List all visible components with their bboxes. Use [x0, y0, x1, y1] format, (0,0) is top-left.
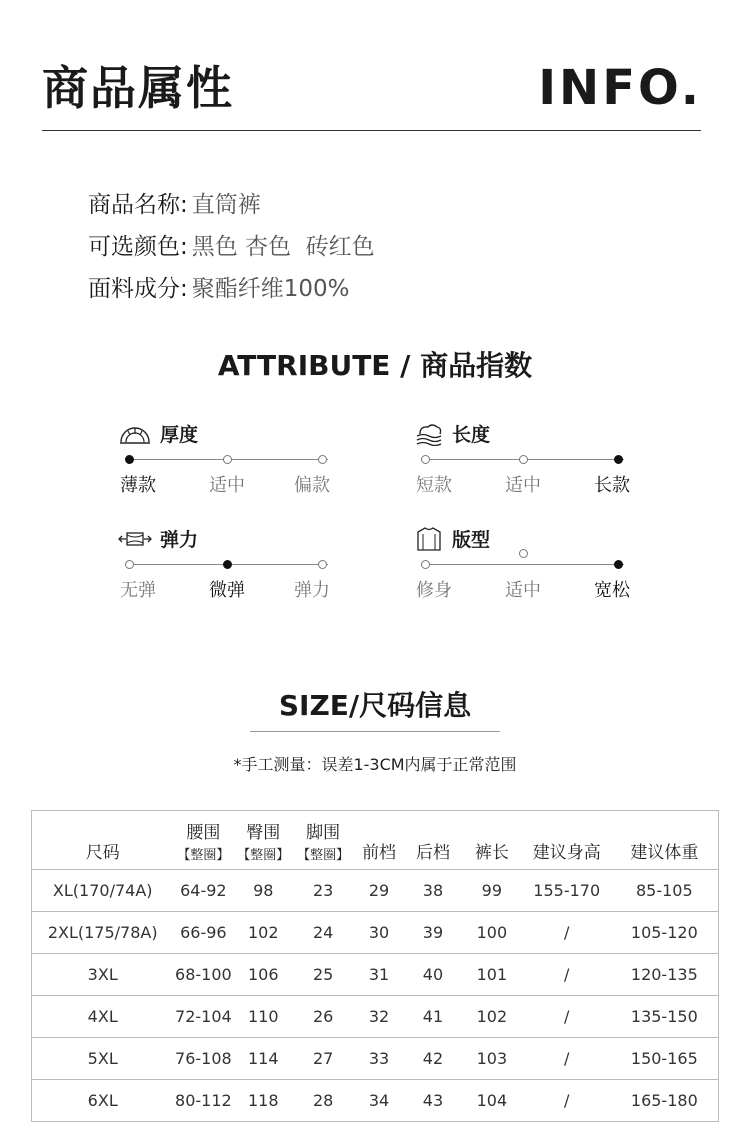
table-cell: / — [523, 954, 611, 996]
table-cell: 38 — [405, 870, 461, 912]
table-cell: 34 — [353, 1080, 405, 1122]
scale-dot — [223, 455, 232, 464]
table-cell: 42 — [405, 1038, 461, 1080]
scale-dot — [519, 549, 528, 558]
attribute-section-title: ATTRIBUTE / 商品指数 — [217, 349, 533, 382]
table-cell: 39 — [405, 912, 461, 954]
table-cell: 2XL(175/78A) — [32, 912, 174, 954]
column-header: 腰围 【整圈】 — [173, 811, 233, 870]
table-cell: 24 — [293, 912, 353, 954]
metric-labels — [414, 471, 634, 497]
metric-labels — [414, 576, 634, 602]
attr-row-name — [88, 186, 261, 219]
table-cell: / — [523, 1080, 611, 1122]
table-cell: 27 — [293, 1038, 353, 1080]
scale-label: 适中 — [505, 580, 541, 601]
table-cell: 23 — [293, 870, 353, 912]
scale-label: 微弹 — [209, 580, 245, 601]
table-header-row — [32, 811, 719, 870]
info-heading: INFO. — [538, 60, 702, 116]
scale-label: 适中 — [209, 475, 245, 496]
metric-elasticity — [118, 525, 338, 602]
table-cell: 105-120 — [611, 912, 719, 954]
table-cell: 4XL — [32, 996, 174, 1038]
table-cell: 104 — [461, 1080, 523, 1122]
table-cell: 76-108 — [173, 1038, 233, 1080]
table-cell: 64-92 — [173, 870, 233, 912]
scale-dot — [318, 560, 327, 569]
scale-dot — [125, 560, 134, 569]
table-cell: 99 — [461, 870, 523, 912]
scale-dot — [125, 455, 134, 464]
scale-dot — [519, 455, 528, 464]
column-header: 建议体重 — [611, 811, 719, 870]
scale-dot — [421, 455, 430, 464]
table-row — [32, 1038, 719, 1080]
table-cell: 28 — [293, 1080, 353, 1122]
metric-name: 厚度 — [160, 424, 199, 446]
column-header: 臀围 【整圈】 — [233, 811, 293, 870]
table-cell: 26 — [293, 996, 353, 1038]
table-cell: 103 — [461, 1038, 523, 1080]
column-header: 尺码 — [32, 811, 174, 870]
metric-length — [414, 420, 634, 497]
scale-label: 短款 — [416, 475, 452, 496]
table-cell: 6XL — [32, 1080, 174, 1122]
table-cell: 3XL — [32, 954, 174, 996]
table-cell: 110 — [233, 996, 293, 1038]
table-row — [32, 1080, 719, 1122]
scale-label: 宽松 — [594, 580, 630, 601]
attr-value: 直筒裤 — [191, 192, 261, 218]
table-cell: XL(170/74A) — [32, 870, 174, 912]
table-cell: 155-170 — [523, 870, 611, 912]
table-cell: 72-104 — [173, 996, 233, 1038]
scale-dot — [614, 455, 623, 464]
metric-scale — [414, 453, 634, 467]
attr-row-fabric — [88, 270, 350, 303]
metric-name: 长度 — [452, 424, 491, 446]
scale-dot — [614, 560, 623, 569]
column-header: 前档 — [353, 811, 405, 870]
table-cell: 102 — [233, 912, 293, 954]
table-cell: 85-105 — [611, 870, 719, 912]
metric-scale — [118, 558, 338, 572]
table-cell: 120-135 — [611, 954, 719, 996]
table-cell: 165-180 — [611, 1080, 719, 1122]
scale-dot — [421, 560, 430, 569]
metric-name: 版型 — [452, 529, 491, 551]
attr-value: 聚酯纤维100% — [191, 276, 350, 302]
metric-scale — [414, 558, 634, 572]
scale-label: 薄款 — [120, 475, 156, 496]
table-cell: 80-112 — [173, 1080, 233, 1122]
table-cell: 114 — [233, 1038, 293, 1080]
elasticity-icon — [118, 527, 152, 551]
table-cell: 43 — [405, 1080, 461, 1122]
thickness-icon — [118, 422, 152, 446]
table-row — [32, 912, 719, 954]
table-cell: 30 — [353, 912, 405, 954]
fit-icon — [414, 526, 444, 552]
scale-dot — [223, 560, 232, 569]
table-cell: 40 — [405, 954, 461, 996]
scale-label: 修身 — [416, 580, 452, 601]
table-cell: 66-96 — [173, 912, 233, 954]
table-cell: / — [523, 996, 611, 1038]
table-cell: 100 — [461, 912, 523, 954]
table-cell: 101 — [461, 954, 523, 996]
table-cell: 33 — [353, 1038, 405, 1080]
table-cell: / — [523, 1038, 611, 1080]
table-cell: 106 — [233, 954, 293, 996]
table-row — [32, 996, 719, 1038]
scale-label: 无弹 — [120, 580, 156, 601]
attr-key: 商品名称: — [88, 192, 188, 218]
metric-name: 弹力 — [160, 529, 199, 551]
table-cell: 29 — [353, 870, 405, 912]
scale-label: 长款 — [594, 475, 630, 496]
table-cell: 31 — [353, 954, 405, 996]
table-cell: 32 — [353, 996, 405, 1038]
table-cell: 102 — [461, 996, 523, 1038]
metric-thickness — [118, 420, 338, 497]
table-cell: 68-100 — [173, 954, 233, 996]
scale-label: 适中 — [505, 475, 541, 496]
table-cell: 98 — [233, 870, 293, 912]
metric-labels — [118, 576, 338, 602]
column-header: 裤长 — [461, 811, 523, 870]
size-table — [31, 810, 719, 1122]
table-cell: 118 — [233, 1080, 293, 1122]
attr-key: 面料成分: — [88, 276, 188, 302]
table-cell: 25 — [293, 954, 353, 996]
header-divider — [42, 130, 701, 131]
column-header: 建议身高 — [523, 811, 611, 870]
size-section-title: SIZE/尺码信息 — [278, 689, 472, 722]
table-row — [32, 954, 719, 996]
length-icon — [414, 422, 444, 446]
table-row — [32, 870, 719, 912]
metric-fit — [414, 525, 634, 602]
measurement-note: *手工测量：误差1-3CM内属于正常范围 — [233, 755, 517, 774]
attr-row-colors — [88, 228, 375, 261]
attr-value: 黑色 杏色 砖红色 — [191, 234, 375, 260]
scale-label: 弹力 — [294, 580, 330, 601]
table-cell: 5XL — [32, 1038, 174, 1080]
table-cell: 150-165 — [611, 1038, 719, 1080]
scale-label: 偏款 — [294, 475, 330, 496]
page-title: 商品属性 — [42, 61, 234, 115]
column-header: 脚围 【整圈】 — [293, 811, 353, 870]
table-cell: 41 — [405, 996, 461, 1038]
metric-scale — [118, 453, 338, 467]
metric-labels — [118, 471, 338, 497]
table-cell: 135-150 — [611, 996, 719, 1038]
attr-key: 可选颜色: — [88, 234, 188, 260]
table-cell: / — [523, 912, 611, 954]
column-header: 后档 — [405, 811, 461, 870]
size-divider — [250, 731, 500, 732]
scale-dot — [318, 455, 327, 464]
